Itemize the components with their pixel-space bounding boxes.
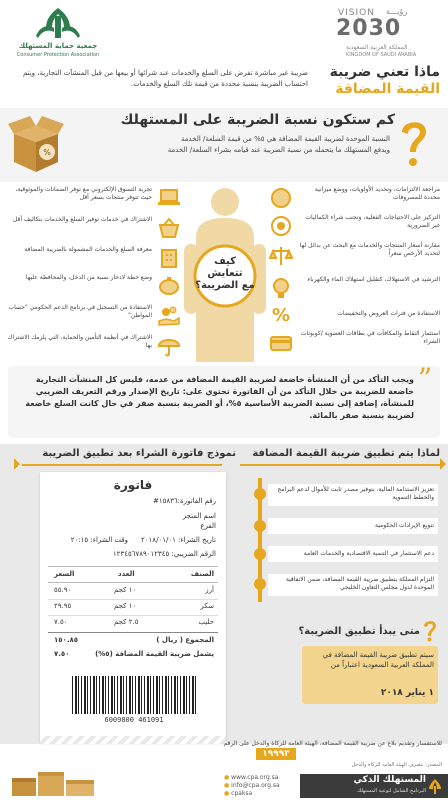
coexist-left-list	[4, 184, 184, 360]
intro-title-line2: القيمة المضافة	[335, 81, 440, 97]
vision-label-ar: رؤيـــة	[386, 7, 408, 16]
boxes-illustration	[8, 760, 98, 798]
invoice-row-divider	[48, 615, 218, 616]
when-date: ١ يناير ٢٠١٨	[380, 688, 434, 698]
vision-year: 2030	[336, 16, 402, 41]
percent-icon	[270, 304, 292, 330]
why-underline	[240, 464, 440, 466]
invoice-divider	[48, 582, 218, 583]
coexist-right-list	[264, 184, 444, 358]
why-item: التزام المملكة بتطبيق ضريبة القيمة المضافة، ضمن الاتفاقية الموحدة لدول مجلس التعاون الخليجي	[268, 574, 438, 596]
coexist-center-text	[195, 256, 255, 292]
coexist-right-text: استثمار النقاط والمكافآت في بطاقات العضوية /كوبونات الشراء	[300, 330, 440, 345]
coexist-left-text: معرفة السلع والخدمات المشمولة بالضريبة المضافة	[24, 246, 152, 253]
rate-text-2: ويدفع المستهلك ما يتحمله من نسبة الضريبة عند قيامه بشراء السلعة/ الخدمة	[167, 146, 390, 154]
notice-text: ويجب التأكد من أن المنشأة خاضعة لضريبة القيمة المضافة من عدمه، فليس كل المنشآت التجارية خاضعة للضريبة من خلال التأكد من أن الفاتورة تحتوي على: تاريخ الإصدار ورقم التعريف الضريبي للمنشأة، إضافة إلى نسبة الضريبة الأساسية ٥%، أو الضريبة بنسبة صفر في حال كانت السلع خاضعة لضريبة بنسبة صفر بالمائة.	[25, 375, 414, 420]
cpa-logo	[8, 6, 108, 64]
invoice-row-qty: ١٠ كجم	[114, 586, 137, 594]
footer-website[interactable]: ● www.cpa.org.sa	[224, 774, 279, 781]
invoice-vat-value: ٧.٥٠	[54, 650, 70, 658]
invoice-row	[48, 618, 218, 630]
globe-icon: ●	[224, 774, 232, 781]
target-icon	[270, 215, 292, 241]
invoice-row	[48, 586, 218, 598]
vision-label: VISION	[338, 8, 375, 18]
when-title: متى يبدأ تطبيق الضريبة؟	[298, 626, 420, 637]
invoice-row-item: حليب	[198, 618, 214, 626]
coexist-center-line3: مع الضريبة؟	[195, 280, 255, 291]
box-percent-icon	[8, 112, 64, 176]
coexist-left-text: الاستفادة من التسجيل في برنامج الدعم الحكومي "حساب المواطن"	[8, 304, 152, 319]
mail-icon: ●	[224, 782, 232, 789]
invoice-section-title: نموذج فاتورة الشراء بعد تطبيق الضريبة	[42, 448, 236, 459]
box-illustration	[8, 112, 64, 176]
coexist-left-item	[4, 184, 184, 214]
invoice-divider	[48, 566, 218, 567]
intro-title-line1: ماذا تعني ضريبة	[329, 64, 440, 80]
footer-social[interactable]: ● cpaksa	[224, 790, 253, 797]
why-title: لماذا يتم تطبيق ضريبة القيمة المضافة	[252, 448, 440, 459]
building-icon	[158, 247, 180, 273]
coexist-left-item	[4, 214, 184, 244]
laptop-icon	[158, 187, 180, 213]
invoice-row	[48, 602, 218, 614]
why-arrow-icon	[440, 458, 446, 470]
contact-source: المصدر: بتصرف الهيئة العامة للزكاة والدخل	[351, 762, 442, 768]
invoice-time: وقت الشراء: ٢٠:١٥	[70, 536, 128, 544]
lightbulb-icon	[270, 277, 292, 303]
invoice-store: اسم المتجر	[182, 512, 216, 520]
quote-icon	[414, 362, 436, 395]
svg-text:”: ”	[417, 362, 433, 395]
card-icon	[270, 332, 292, 358]
why-item: تعزيز الاستدامة المالية، بتوفير مصدر ثابت للأموال لدعم البرامج والخطط التنموية	[268, 484, 438, 506]
invoice-header-price: السعر	[54, 570, 75, 578]
why-item: دعم الاستثمار في التنمية الاقتصادية والخدمات العامة	[268, 546, 438, 562]
coexist-center-line2: تتعايش	[207, 268, 243, 279]
footer-contacts	[224, 774, 296, 798]
intro-text: ضريبة غير مباشرة تفرض على السلع والخدمات عند شرائها أو بيعها من قبل المنشآت التجارية، ويتم احتساب الضريبة بنسبة محددة من قيمة تلك السلع والخدمات.	[22, 69, 308, 88]
invoice-row-price: ٥٥.٩٠	[54, 586, 72, 594]
coexist-left-text: تجربة التسوق الإلكتروني مع توفر الضمانات والموثوقية، حيث تتوفر منتجات بسعر أقل	[15, 186, 152, 201]
why-timeline-dot	[254, 488, 266, 500]
invoice-underline	[22, 464, 222, 466]
invoice-total-label: المجموع ( ريال )	[156, 636, 214, 644]
why-timeline-dot	[254, 578, 266, 590]
box-percent-label: %	[43, 148, 51, 157]
coexist-right-text: التركيز على الاحتياجات الفعلية، وتجنب شراء الكماليات غير الضرورية	[305, 214, 440, 229]
social-icon: ●	[224, 790, 232, 797]
coexist-right-text: مراجعة الالتزامات، وتحديد الأولويات، ووضع ميزانية محددة للمصروفات	[314, 186, 440, 201]
invoice-tax-number: الرقم الضريبي: ١٢٣٤٥٦٧٨٩٠١٢٣٤٥	[112, 550, 216, 558]
why-timeline-dot	[254, 548, 266, 560]
invoice-total-row	[48, 636, 218, 648]
coexist-right-item	[264, 240, 444, 274]
invoice-header-qty: العدد	[118, 570, 135, 578]
coexist-right-item	[264, 212, 444, 240]
coexist-right-text: مقارنة أسعار المنتجات والخدمات مع البحث عن بدائل لها لتحديد الأرخص سعراً	[299, 242, 440, 257]
coexist-left-item	[4, 302, 184, 332]
invoice-row-price: ٧.٥٠	[54, 618, 68, 626]
footer-logo-icon	[428, 778, 442, 794]
boxes-icon	[8, 760, 98, 798]
barcode-number: 6009800 461091	[104, 716, 164, 724]
coexist-right-text: الاستفادة من فترات العروض والتخفيضات	[337, 310, 440, 317]
coexist-right-item	[264, 184, 444, 212]
vision-sub-en: KINGDOM OF SAUDI ARABIA	[346, 52, 417, 58]
coexist-right-item	[264, 302, 444, 328]
invoice-vat-label: يشمل ضريبة القيمة المضافة (٥%)	[95, 650, 214, 658]
question-mark-illustration	[394, 114, 434, 172]
invoice-divider	[48, 632, 218, 633]
rate-title: كم ستكون نسبة الضريبة على المستهلك	[120, 112, 395, 128]
invoice-table-header	[48, 570, 218, 582]
cpa-name: جمعية حماية المستهلك	[18, 42, 98, 50]
coexist-left-text: وضع خطة لادخار نسبة من الدخل، والمحافظة عليها	[25, 274, 152, 281]
invoice-header-item: الصنف	[190, 570, 214, 578]
coexist-center-line1: كيف	[214, 256, 236, 267]
coexist-left-item	[4, 244, 184, 272]
when-text: سيتم تطبيق ضريبة القيمة المضافة في المملكة العربية السعودية اعتباراً من	[322, 651, 434, 669]
invoice-vat-row	[48, 650, 218, 662]
invoice-row-divider	[48, 599, 218, 600]
footer-brand-title: المستهلك الذكي	[353, 775, 426, 785]
invoice-row-qty: ٢.٥ كجم	[114, 618, 139, 626]
invoice-branch: الفرع	[200, 522, 216, 530]
piggy-bank-icon	[158, 275, 180, 301]
vision-2030-logo	[316, 6, 436, 64]
invoice-row-item: سكر	[200, 602, 214, 610]
coexist-left-text: الاشتراك في أنظمة التأمين والحماية، التي يلزمك الاشتراك بها	[7, 334, 152, 349]
invoice-total-value: ١٥٠.٨٥	[54, 636, 79, 644]
invoice-row-item: أرز	[205, 586, 214, 594]
why-item: تنويع الإيرادات الحكومية	[268, 518, 438, 534]
when-question-icon	[420, 618, 440, 642]
invoice-arrow-icon	[14, 458, 20, 470]
svg-text:%: %	[271, 305, 291, 326]
coexist-left-item	[4, 332, 184, 360]
cpa-name-en: Consumer Protection Association	[16, 52, 100, 58]
cpa-emblem-icon	[28, 6, 88, 38]
question-mark-icon	[394, 114, 434, 172]
coins-icon	[270, 187, 292, 213]
contact-phone: ١٩٩٩٣	[256, 748, 296, 760]
hand-coins-icon	[158, 305, 180, 331]
barcode	[72, 676, 196, 714]
coexist-left-item	[4, 272, 184, 302]
shopping-basket-icon	[158, 217, 180, 243]
coexist-right-text: الترشيد في الاستهلاك، كتقليل استهلاك الماء والكهرباء	[307, 276, 440, 283]
footer-email[interactable]: ● info@cpa.org.sa	[224, 782, 280, 789]
scale-icon	[270, 245, 292, 271]
invoice-row-price: ٢٩.٩٥	[54, 602, 72, 610]
why-timeline-dot	[254, 520, 266, 532]
coexist-left-text: الاشتراك في خدمات توفير السلع والخدمات بتكاليف أقل	[12, 216, 152, 223]
umbrella-icon	[158, 335, 180, 361]
invoice-number: رقم الفاتورة:١٥٨٣٦#	[152, 497, 216, 505]
coexist-right-item	[264, 328, 444, 358]
invoice-title: فاتورة	[113, 478, 153, 492]
contact-text: للاستفسار وتقديم بلاغ عن ضريبة القيمة المضافة، الهيئة العامة للزكاة والدخل على الرقم	[223, 740, 442, 747]
invoice-row-qty: ١٠ كجم	[114, 602, 137, 610]
coexist-right-item	[264, 274, 444, 302]
rate-text-1: النسبة الموحدة لضريبة القيمة المضافة هي ٥% من قيمة السلعة/ الخدمة	[181, 135, 390, 143]
footer-brand-sub: البرنامج الشامل لتوعية المستهلك	[357, 788, 426, 794]
invoice-date: تاريخ الشراء: ٢٠١٨/٠١/٠١	[141, 536, 216, 544]
vision-sub-ar: المملكة العربية السعودية	[346, 44, 408, 51]
intro-title	[316, 64, 440, 98]
